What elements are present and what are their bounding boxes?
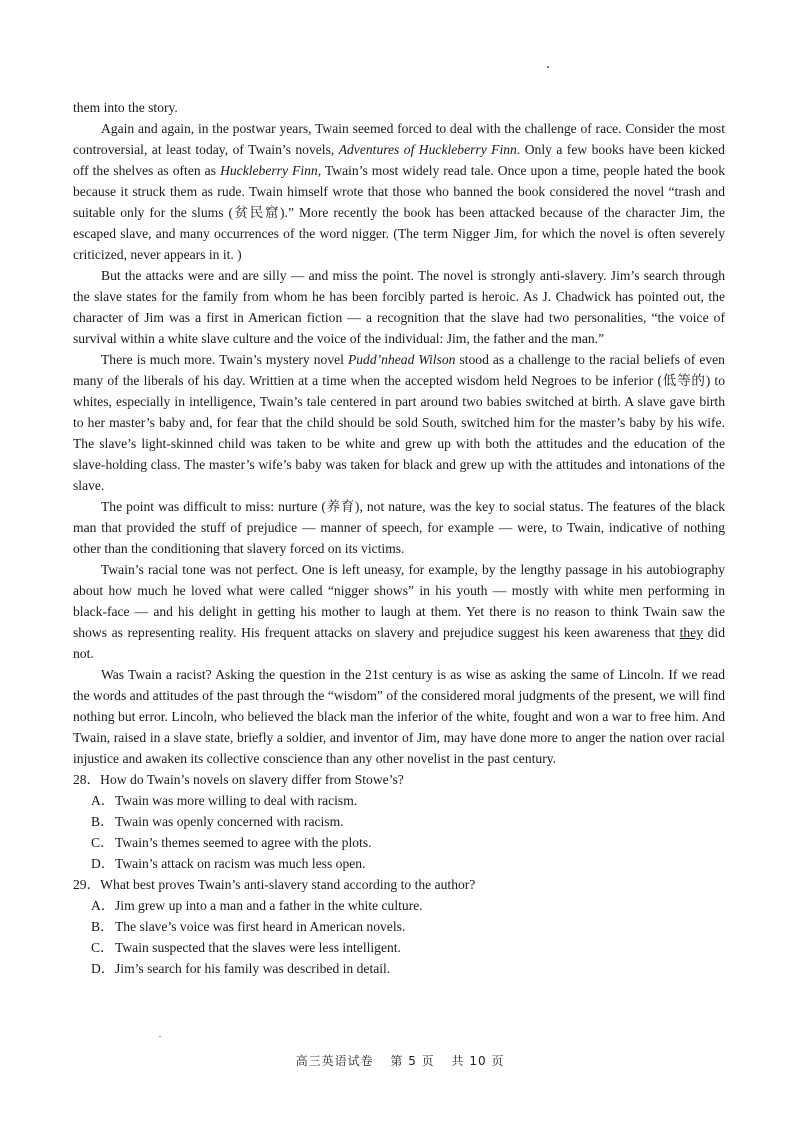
question-28 xyxy=(73,769,725,874)
question-stem: 29．What best proves Twain’s anti-slavery stand according to the author? xyxy=(73,877,476,892)
book-title: Pudd’nhead Wilson xyxy=(347,352,456,367)
answer-options xyxy=(73,790,725,874)
paragraph: them into the story. xyxy=(73,100,178,115)
paragraph: The point was difficult to miss: nurture (养育), not nature, was the key to social status. The features of the black man that provided the stuff of prejudice — manner of speech, for example — were, to Twain, indicative of nothing other than the conditioning that slavery forced on its victims. xyxy=(73,499,725,556)
paragraph: Twain’s racial tone was not perfect. One is left uneasy, for example, by the lengthy passage in his autobiography about how much he loved what were called “nigger shows” in his youth — mostly with white men performing in black-face — and his delight in getting his mother to laugh at them. Yet there is no reason to think Twain saw the shows as representing reality. His frequent attacks on slavery and prejudice suggest his keen awareness that they did not. xyxy=(73,562,725,661)
page-footer xyxy=(0,1052,800,1069)
option-b[interactable]: B．The slave’s voice was first heard in American novels. xyxy=(91,919,406,934)
page-total: 共 10 页 xyxy=(451,1054,505,1068)
paragraph: There is much more. Twain’s mystery novel Pudd’nhead Wilson stood as a challenge to the racial beliefs of even many of the liberals of his day. Writtien at a time when the accepted wisdom held Negroes to be inferior (低等的) to whites, especially in intelligence, Twain’s tale centered in part around two babies switched at birth. A slave gave birth to her master’s baby and, for fear that the child should be sold South, switched him for the master’s baby by his wife. The slave’s light-skinned child was taken to be white and grew up with both the attitudes and the education of the slave-holding class. The master’s wife’s baby was taken for black and grew up with the attitudes and intonations of the slave. xyxy=(73,352,725,493)
option-b[interactable]: B．Twain was openly concerned with racism. xyxy=(91,814,344,829)
option-d[interactable]: D．Twain’s attack on racism was much less open. xyxy=(91,856,366,871)
stray-mark xyxy=(159,1036,161,1037)
stray-mark xyxy=(547,66,549,68)
passage xyxy=(73,97,725,979)
option-c[interactable]: C．Twain’s themes seemed to agree with the plots. xyxy=(91,835,372,850)
option-d[interactable]: D．Jim’s search for his family was described in detail. xyxy=(91,961,391,976)
exam-name: 高三英语试卷 xyxy=(295,1054,374,1068)
option-c[interactable]: C．Twain suspected that the slaves were less intelligent. xyxy=(91,940,401,955)
question-stem: 28．How do Twain’s novels on slavery differ from Stowe’s? xyxy=(73,772,404,787)
paragraph: Was Twain a racist? Asking the question in the 21st century is as wise as asking the same of Lincoln. If we read the words and attitudes of the past through the “wisdom” of the considered moral judgments of the present, we will find nothing but error. Lincoln, who believed the black man the inferior of the white, fought and won a war to free him. And Twain, raised in a slave state, briefly a soldier, and inventor of Jim, may have done more to anger the nation over racial injustice and awaken its collective conscience than any other novelist in the past century. xyxy=(73,667,725,766)
option-a[interactable]: A．Jim grew up into a man and a father in the white culture. xyxy=(91,898,423,913)
paragraph: Again and again, in the postwar years, Twain seemed forced to deal with the challenge of race. Consider the most controversial, at least today, of Twain’s novels, Adventures of Huckleberry Finn. Only a few books have been kicked off the shelves as often as Huckleberry Finn, Twain’s most widely read tale. Once upon a time, people hated the book because it struck them as rude. Twain himself wrote that those who banned the book considered the novel “trash and suitable only for the slums (贫民窟).” More recently the book has been attacked because of the character Jim, the escaped slave, and many occurrences of the word nigger. (The term Nigger Jim, for which the novel is often severely criticized, never appears in it. ) xyxy=(73,121,726,262)
page-number: 第 5 页 xyxy=(390,1054,435,1068)
book-title: Huckleberry Finn xyxy=(220,163,318,178)
underlined-word: they xyxy=(679,625,704,640)
paragraph: But the attacks were and are silly — and miss the point. The novel is strongly anti-slavery. Jim’s search through the slave states for the family from whom he has been forcibly parted is heroic. As J. Chadwick has pointed out, the character of Jim was a first in American fiction — a recognition that the slave had two personalities, “the voice of survival within a white slave culture and the voice of the individual: Jim, the father and the man.” xyxy=(73,268,725,346)
book-title: Adventures of Huckleberry Finn xyxy=(338,142,517,157)
answer-options xyxy=(73,895,725,979)
question-29 xyxy=(73,874,725,979)
option-a[interactable]: A．Twain was more willing to deal with racism. xyxy=(91,793,358,808)
